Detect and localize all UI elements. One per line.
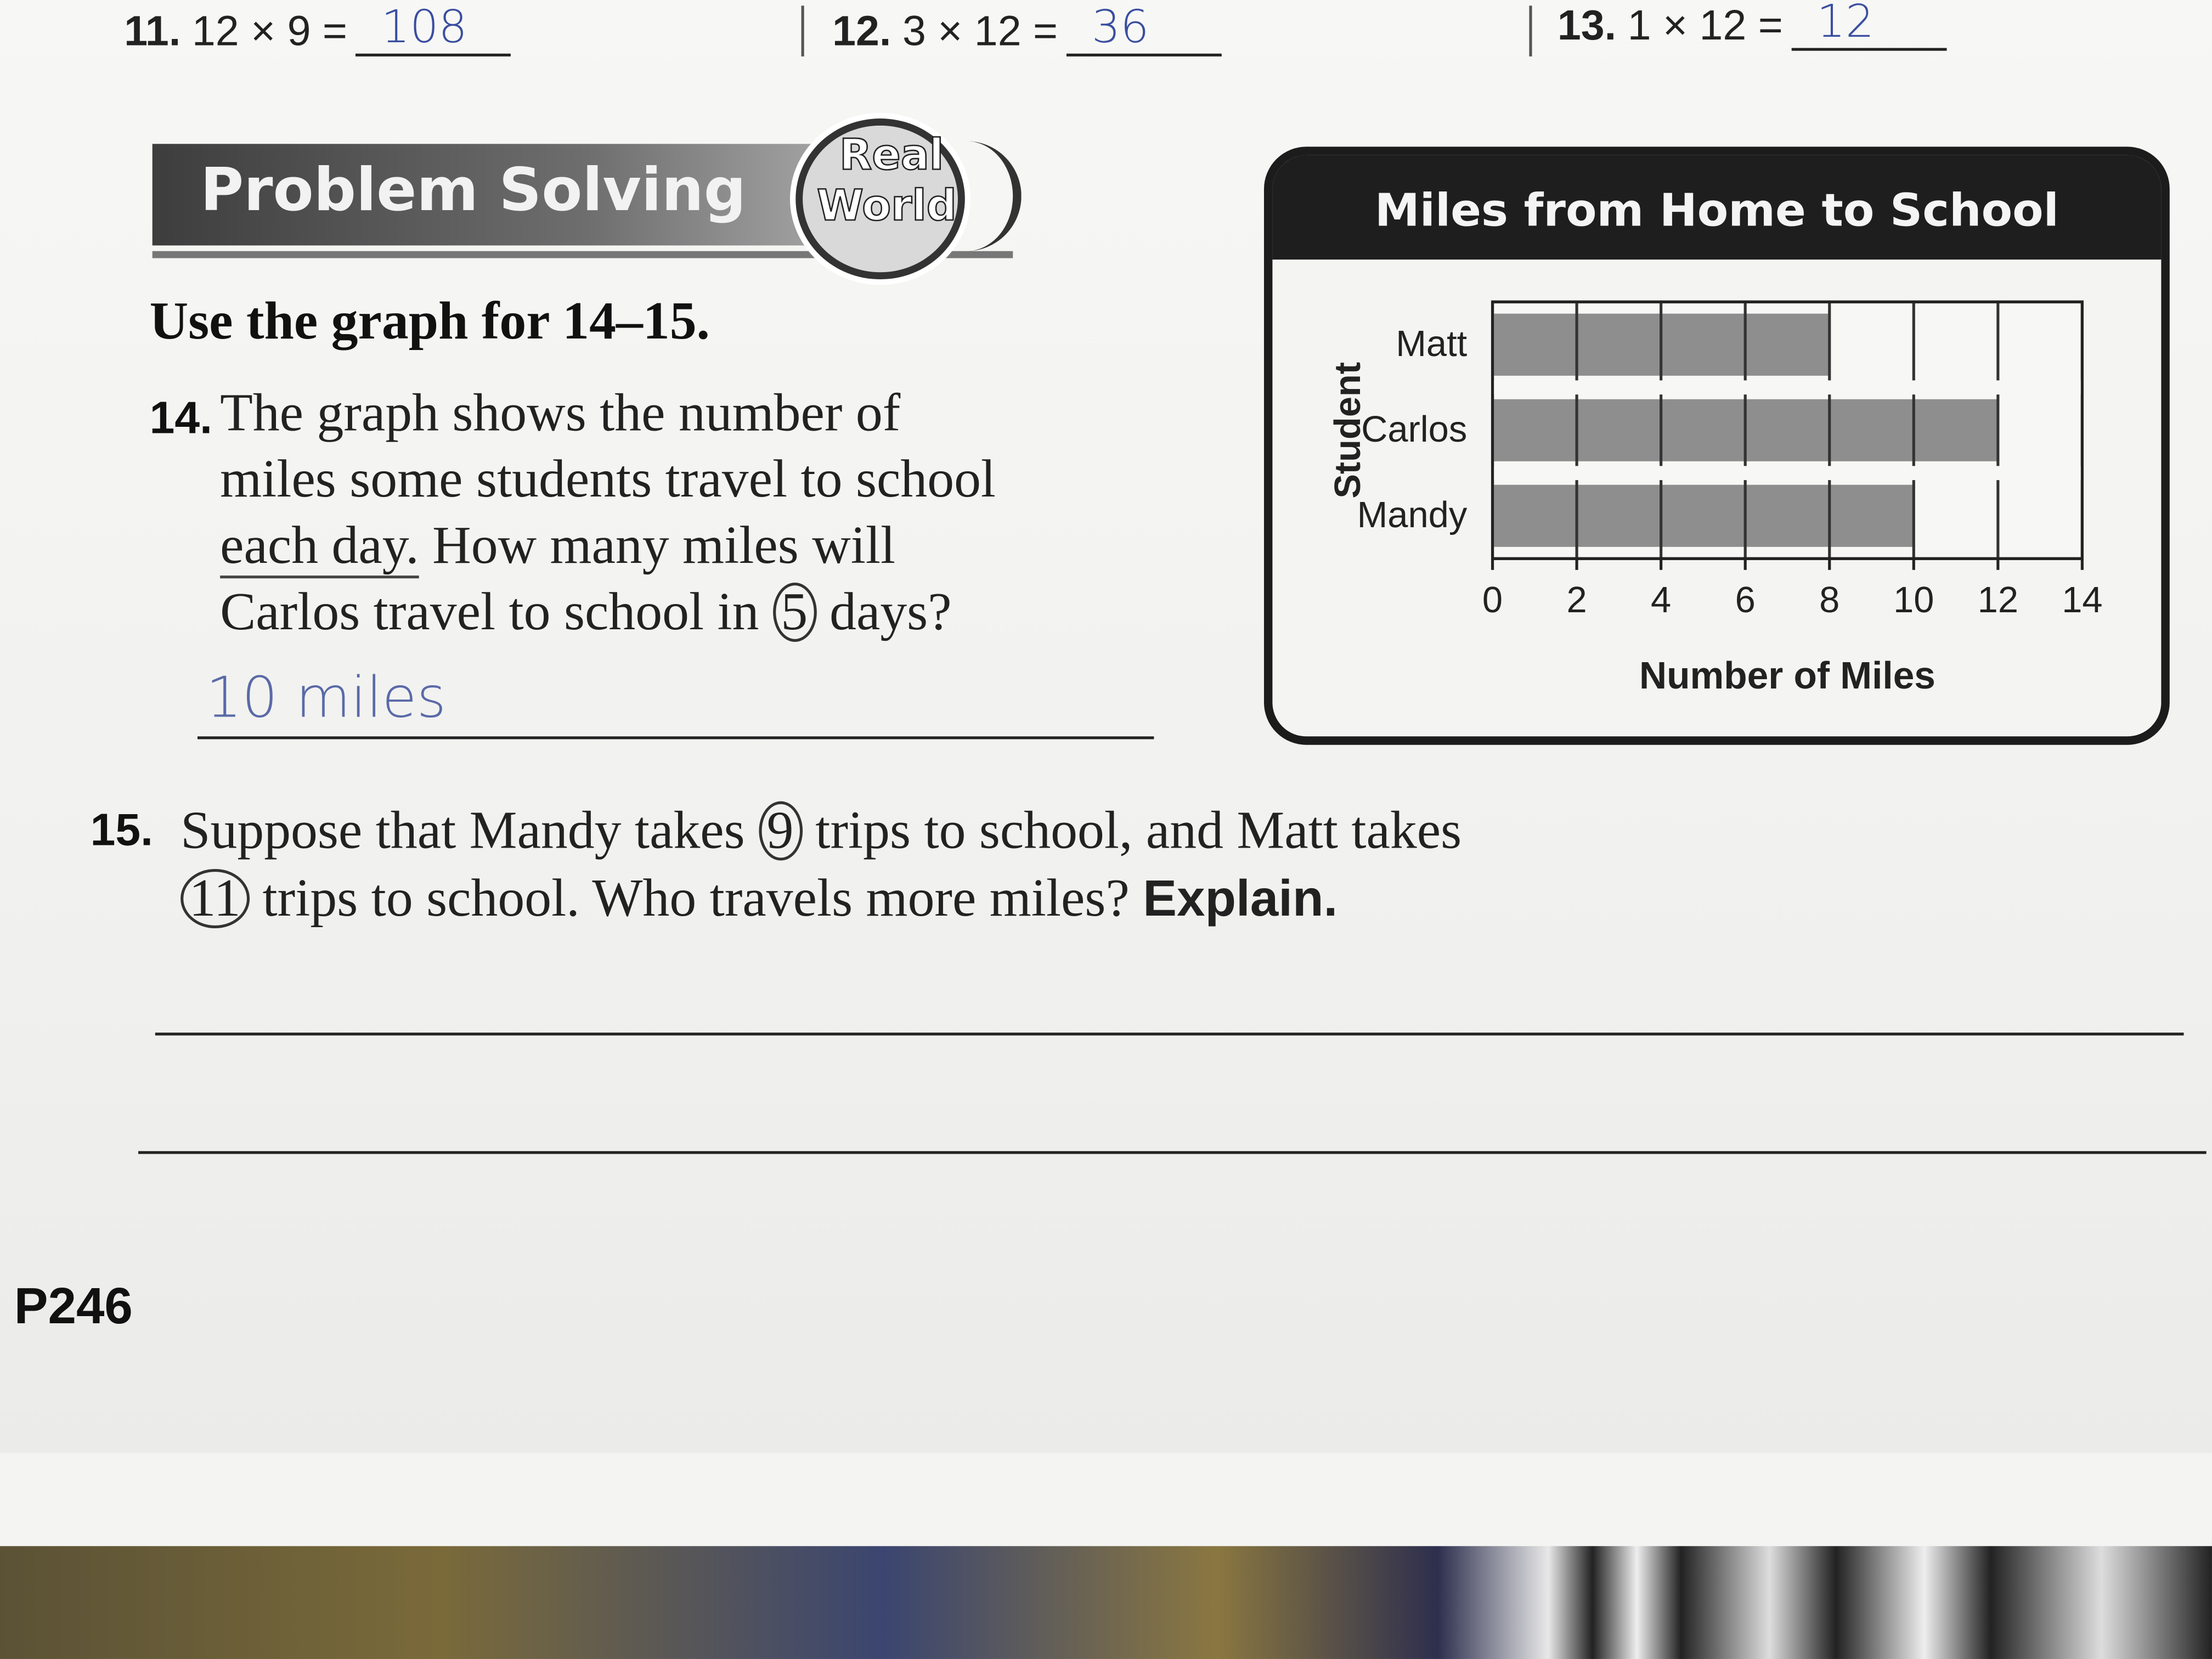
bar-chart (1264, 146, 2170, 744)
exercise-13-answer-line (1791, 0, 1946, 51)
exercise-11-answer: 108 (381, 0, 467, 54)
background-fabric (0, 1538, 2212, 1659)
exercise-13-answer: 12 (1816, 0, 1875, 48)
question-15-circled-number-1: 9 (758, 802, 802, 861)
question-15-line-2-text: trips to school. Who travels more miles? (249, 868, 1143, 928)
question-15-circled-number-2: 11 (180, 869, 249, 928)
tick-label: 14 (2062, 579, 2103, 620)
exercise-13 (1558, 0, 1946, 51)
question-15-text (180, 798, 1733, 932)
exercise-11-expression: 12 × 9 = (191, 8, 348, 55)
question-14-line-3 (220, 514, 1235, 580)
divider (1529, 5, 1532, 57)
question-14-line-4 (220, 580, 1235, 646)
chart-title: Miles from Home to School (1374, 183, 2059, 237)
question-14-line-1: The graph shows the number of (220, 383, 901, 443)
tick-label: 0 (1482, 579, 1503, 620)
exercise-13-expression: 1 × 12 = (1627, 3, 1783, 49)
badge-line-1: Real (839, 131, 944, 181)
exercise-12-answer: 36 (1091, 0, 1149, 54)
tick-label: 6 (1735, 579, 1756, 620)
exercise-11 (124, 0, 511, 57)
banner-title: Problem Solving (200, 155, 747, 224)
exercise-11-answer-line (356, 0, 511, 57)
question-15-answer-line-1 (155, 1032, 2184, 1035)
question-15-line-2 (180, 865, 1733, 932)
tick-label: 12 (1977, 579, 2019, 620)
exercise-12 (832, 0, 1221, 57)
category-label: Mandy (1357, 494, 1468, 535)
question-14-number: 14. (149, 392, 212, 443)
category-label: Carlos (1361, 408, 1468, 450)
question-14-text (220, 381, 1235, 646)
question-14-answer-line (198, 736, 1154, 739)
tick-label: 4 (1651, 579, 1672, 620)
problem-solving-banner (153, 131, 1013, 262)
question-15-line-1 (180, 798, 1733, 865)
question-15-answer-line-2 (138, 1151, 2207, 1154)
question-15-number: 15. (90, 804, 153, 855)
question-15-line-1-start: Suppose that Mandy takes (180, 801, 759, 861)
page-label: P246 (14, 1277, 133, 1335)
y-axis-label: Student (1327, 362, 1368, 499)
category-label: Matt (1396, 323, 1468, 364)
badge-line-2: World (816, 182, 957, 232)
question-14-line-3-rest: How many miles will (419, 516, 896, 576)
tick-label: 8 (1819, 579, 1840, 620)
exercise-12-number: 12. (832, 8, 891, 55)
underlying-page (0, 1439, 2212, 1546)
question-14-line-4-end: days? (816, 582, 952, 642)
question-14-circled-number: 5 (772, 583, 816, 642)
real-world-badge-icon (795, 119, 965, 279)
x-axis-label: Number of Miles (1639, 653, 1936, 697)
question-15-explain: Explain. (1143, 868, 1338, 927)
tick-label: 2 (1566, 579, 1587, 620)
question-15-line-1-end: trips to school, and Matt takes (802, 801, 1462, 861)
exercise-11-number: 11. (124, 8, 181, 55)
question-14-line-4-start: Carlos travel to school in (220, 582, 772, 642)
tick-label: 10 (1893, 579, 1934, 620)
instructions: Use the graph for 14–15. (149, 292, 710, 352)
bar-mandy (1493, 485, 1914, 547)
question-14-underlined-phrase: each day. (220, 516, 419, 578)
question-14-handwritten-answer: 10 miles (206, 665, 447, 731)
exercise-12-answer-line (1066, 0, 1222, 57)
exercise-13-number: 13. (1557, 3, 1617, 49)
question-14-line-2: miles some students travel to school (220, 450, 996, 510)
chart-plot (1272, 259, 2161, 719)
exercise-12-expression: 3 × 12 = (902, 8, 1058, 55)
divider (802, 5, 804, 57)
